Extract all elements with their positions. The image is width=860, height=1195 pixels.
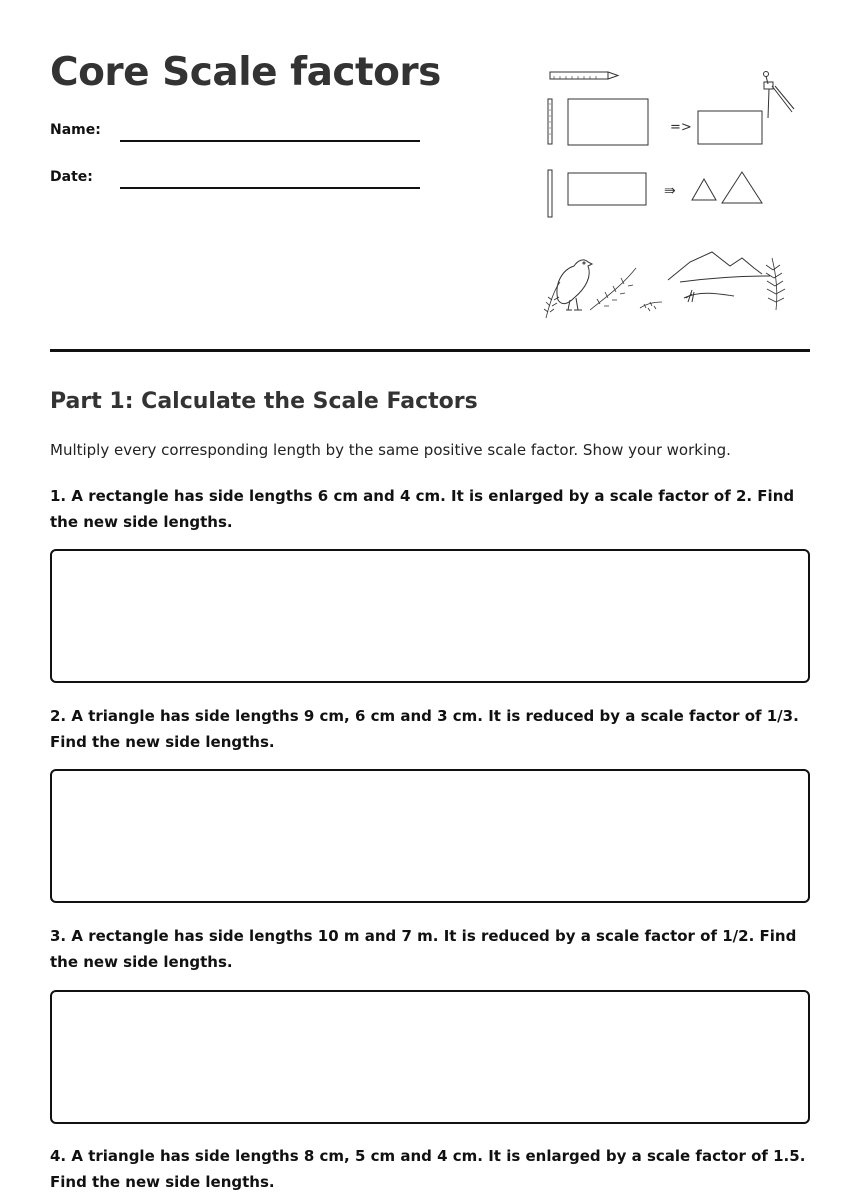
date-label: Date:: [50, 169, 93, 185]
mountains-icon: [668, 252, 770, 302]
compass-icon: [764, 72, 795, 119]
answer-box-3[interactable]: [50, 990, 810, 1124]
date-field-row: [50, 169, 420, 199]
part1-heading: Part 1: Calculate the Scale Factors: [50, 389, 478, 414]
question-2: 2. A triangle has side lengths 9 cm, 6 cm and 3 cm. It is reduced by a scale factor of 1/3. Find the new side lengths.: [50, 707, 799, 751]
double-arrow-symbol: ⇛: [664, 183, 676, 199]
pencil-icon: [550, 72, 618, 79]
question-4: 4. A triangle has side lengths 8 cm, 5 cm and 4 cm. It is enlarged by a scale factor of 1.5. Find the new side lengths.: [50, 1147, 806, 1191]
scale-illustration: [540, 62, 800, 324]
name-field[interactable]: [120, 140, 420, 142]
name-label: Name:: [50, 122, 101, 138]
rectangle-shape: [568, 173, 646, 205]
question-1: 1. A rectangle has side lengths 6 cm and 4 cm. It is enlarged by a scale factor of 2. Find the new side lengths.: [50, 487, 795, 531]
leaf-icon: [766, 258, 785, 310]
part1-intro: Multiply every corresponding length by the same positive scale factor. Show your working.: [50, 441, 731, 459]
answer-box-2[interactable]: [50, 769, 810, 903]
ruler-icon: [548, 170, 552, 217]
worksheet-title: Core Scale factors: [50, 50, 441, 95]
triangle-shape: [692, 179, 716, 200]
question-3: 3. A rectangle has side lengths 10 m and 7 m. It is reduced by a scale factor of 1/2. Find the new side lengths.: [50, 927, 797, 971]
rectangle-shape: [568, 99, 648, 145]
ruler-icon: [548, 99, 552, 144]
scaled-rectangle-shape: [698, 111, 762, 144]
name-field-row: [50, 122, 420, 152]
scaled-triangle-shape: [722, 172, 762, 203]
bird-icon: [557, 260, 592, 310]
arrow-symbol: =>: [670, 120, 692, 135]
answer-box-1[interactable]: [50, 549, 810, 683]
date-field[interactable]: [120, 187, 420, 189]
header-divider: [50, 349, 810, 352]
